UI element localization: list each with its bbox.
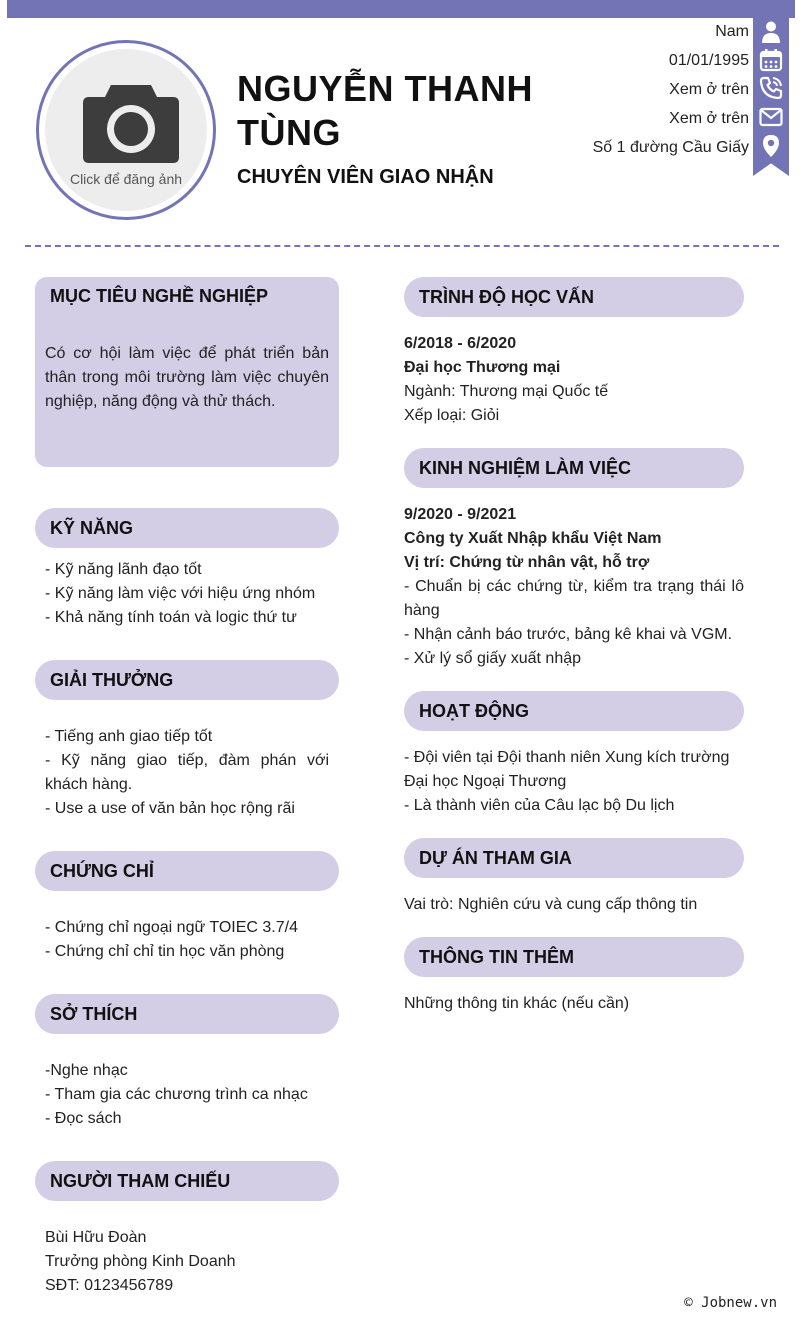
skills-list <box>45 558 329 630</box>
reference-phone: SĐT: 0123456789 <box>45 1277 174 1294</box>
list-item: - Chứng chỉ ngoại ngữ TOIEC 3.7/4 <box>45 919 298 936</box>
awards-list <box>45 725 329 821</box>
education-major: Ngành: Thương mại Quốc tế <box>404 383 609 400</box>
contact-gender: Nam <box>715 23 749 40</box>
section-title-activities: HOẠT ĐỘNG <box>404 691 744 731</box>
section-title-awards: GIẢI THƯỞNG <box>35 660 339 700</box>
email-icon <box>759 105 783 129</box>
education-entry <box>404 332 744 428</box>
hobbies-list <box>45 1059 329 1131</box>
experience-company: Công ty Xuất Nhập khẩu Việt Nam <box>404 530 662 547</box>
camera-icon <box>81 77 181 167</box>
reference-position: Trưởng phòng Kinh Doanh <box>45 1253 236 1270</box>
avatar-caption: Click để đăng ảnh <box>69 171 183 187</box>
list-item: - Use a use of văn bản học rộng rãi <box>45 800 295 817</box>
list-item: - Xử lý sổ giấy xuất nhập <box>404 650 582 667</box>
job-title: CHUYÊN VIÊN GIAO NHẬN <box>237 166 494 188</box>
list-item: - Kỹ năng giao tiếp, đàm phán với khách hàng. <box>45 752 329 793</box>
list-item: - Kỹ năng làm việc với hiệu ứng nhóm <box>45 585 316 602</box>
section-title-additional: THÔNG TIN THÊM <box>404 937 744 977</box>
career-objective-section <box>35 277 339 467</box>
list-item: - Là thành viên của Câu lạc bộ Du lịch <box>404 797 675 814</box>
user-icon <box>759 20 783 44</box>
list-item: -Nghe nhạc <box>45 1062 128 1079</box>
list-item: - Đội viên tại Đội thanh niên Xung kích trường Đại học Ngoại Thương <box>404 749 730 790</box>
phone-icon <box>759 76 783 100</box>
avatar-placeholder[interactable] <box>45 49 207 211</box>
contact-email: Xem ở trên <box>669 110 749 127</box>
list-item: - Tham gia các chương trình ca nhạc <box>45 1086 308 1103</box>
contact-phone: Xem ở trên <box>669 81 749 98</box>
experience-position: Vị trí: Chứng từ nhân vật, hỗ trợ <box>404 554 650 571</box>
header-divider <box>25 245 779 247</box>
section-title-experience: KINH NGHIỆM LÀM VIỆC <box>404 448 744 488</box>
education-grade: Xếp loại: Giỏi <box>404 407 500 424</box>
contact-icon-ribbon <box>753 18 789 176</box>
section-title-hobbies: SỞ THÍCH <box>35 994 339 1034</box>
section-title-certificates: CHỨNG CHỈ <box>35 851 339 891</box>
certificates-list <box>45 916 329 964</box>
list-item: - Chứng chỉ chỉ tin học văn phòng <box>45 943 285 960</box>
projects-text: Vai trò: Nghiên cứu và cung cấp thông tin <box>404 896 698 913</box>
contact-birthday: 01/01/1995 <box>668 52 749 69</box>
top-accent-bar <box>7 0 795 18</box>
reference-name: Bùi Hữu Đoàn <box>45 1229 147 1246</box>
footer-copyright: © Jobnew.vn <box>684 1295 777 1311</box>
list-item: - Nhận cảnh báo trước, bảng kê khai và VGM. <box>404 626 733 643</box>
section-title-projects: DỰ ÁN THAM GIA <box>404 838 744 878</box>
list-item: - Khả năng tính toán và logic thứ tư <box>45 609 297 626</box>
activities-list <box>404 746 744 818</box>
experience-period: 9/2020 - 9/2021 <box>404 506 517 523</box>
education-school: Đại học Thương mại <box>404 359 561 376</box>
calendar-icon <box>759 48 783 72</box>
experience-entry <box>404 503 744 671</box>
objective-text: Có cơ hội làm việc để phát triển bản thân trong môi trường làm việc chuyên nghiệp, năng động và thử thách. <box>45 345 329 410</box>
avatar-upload[interactable] <box>36 40 216 220</box>
section-title-references: NGƯỜI THAM CHIẾU <box>35 1161 339 1201</box>
location-icon <box>759 134 783 158</box>
section-title-education: TRÌNH ĐỘ HỌC VẤN <box>404 277 744 317</box>
list-item: - Kỹ năng lãnh đạo tốt <box>45 561 202 578</box>
section-title-skills: KỸ NĂNG <box>35 508 339 548</box>
list-item: - Tiếng anh giao tiếp tốt <box>45 728 213 745</box>
candidate-name: NGUYỄN THANH TÙNG <box>237 68 534 153</box>
additional-text: Những thông tin khác (nếu cần) <box>404 995 630 1012</box>
contact-info <box>593 18 749 163</box>
section-title-objective: MỤC TIÊU NGHỀ NGHIỆP <box>50 286 269 306</box>
contact-address: Số 1 đường Cầu Giấy <box>592 139 749 156</box>
education-period: 6/2018 - 6/2020 <box>404 335 517 352</box>
references-list <box>45 1226 329 1298</box>
list-item: - Chuẩn bị các chứng từ, kiểm tra trạng thái lô hàng <box>404 578 744 619</box>
list-item: - Đọc sách <box>45 1110 122 1127</box>
